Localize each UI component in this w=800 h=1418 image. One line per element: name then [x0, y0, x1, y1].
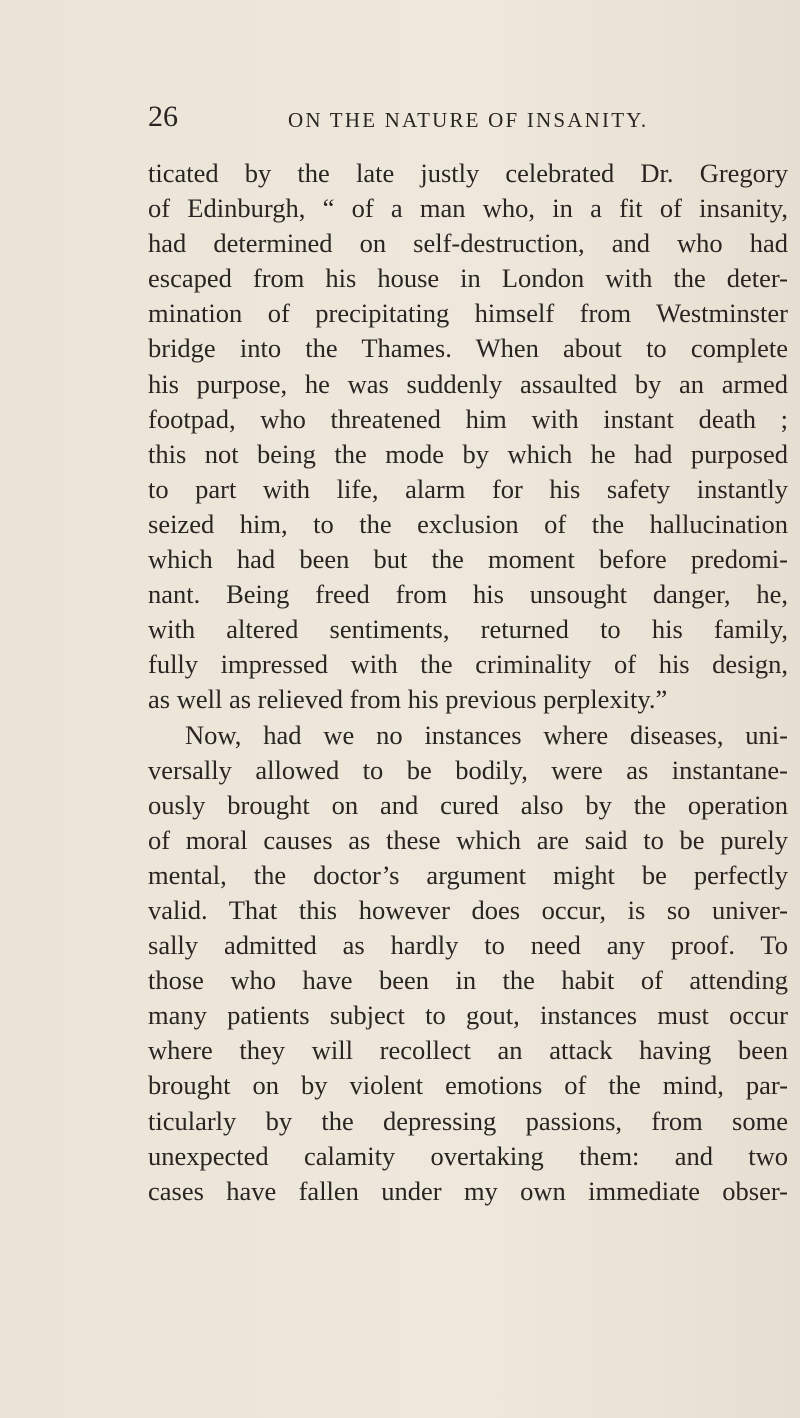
text-line: seized him, to the exclusion of the hallucination	[148, 508, 788, 539]
text-line: mination of precipitating himself from Westminster	[148, 298, 788, 329]
text-line: to part with life, alarm for his safety instantly	[148, 473, 788, 504]
body-text	[148, 156, 788, 1209]
text-line: of moral causes as these which are said to be purely	[148, 824, 788, 855]
page-number: 26	[148, 100, 178, 133]
text-line: ticularly by the depressing passions, from some	[148, 1105, 788, 1136]
text-line: sally admitted as hardly to need any proof. To	[148, 930, 788, 961]
running-head	[148, 100, 788, 140]
paragraph-start-line: Now, had we no instances where diseases, uni-	[185, 719, 788, 750]
text-line: footpad, who threatened him with instant death ;	[148, 403, 788, 434]
text-line: brought on by violent emotions of the mind, par-	[148, 1070, 788, 1101]
text-line: cases have fallen under my own immediate obser-	[148, 1175, 788, 1206]
text-line: escaped from his house in London with the deter-	[148, 263, 788, 294]
paragraph-end-line: as well as relieved from his previous perplexity.”	[148, 684, 668, 715]
text-line: valid. That this however does occur, is so univer-	[148, 894, 788, 925]
text-line: ticated by the late justly celebrated Dr. Gregory	[148, 158, 788, 188]
text-line: versally allowed to be bodily, were as instantane-	[148, 754, 788, 785]
running-title: ON THE NATURE OF INSANITY.	[288, 108, 649, 132]
text-line: ously brought on and cured also by the operation	[148, 789, 788, 820]
text-line: had determined on self-destruction, and who had	[148, 228, 788, 259]
text-line: with altered sentiments, returned to his family,	[148, 614, 788, 645]
text-line: bridge into the Thames. When about to complete	[148, 333, 788, 364]
text-line: fully impressed with the criminality of his design,	[148, 649, 788, 680]
text-line: his purpose, he was suddenly assaulted by an armed	[148, 368, 788, 399]
text-line: nant. Being freed from his unsought danger, he,	[148, 579, 788, 610]
text-line: those who have been in the habit of attending	[148, 965, 788, 996]
text-line: where they will recollect an attack having been	[148, 1035, 788, 1066]
text-line: this not being the mode by which he had purposed	[148, 438, 788, 469]
text-line: many patients subject to gout, instances must occur	[148, 1000, 788, 1031]
text-line: mental, the doctor’s argument might be perfectly	[148, 859, 788, 890]
text-line: which had been but the moment before predomi-	[148, 544, 788, 575]
text-line: unexpected calamity overtaking them: and two	[148, 1140, 788, 1171]
text-line: of Edinburgh, “ of a man who, in a fit of insanity,	[148, 193, 788, 224]
